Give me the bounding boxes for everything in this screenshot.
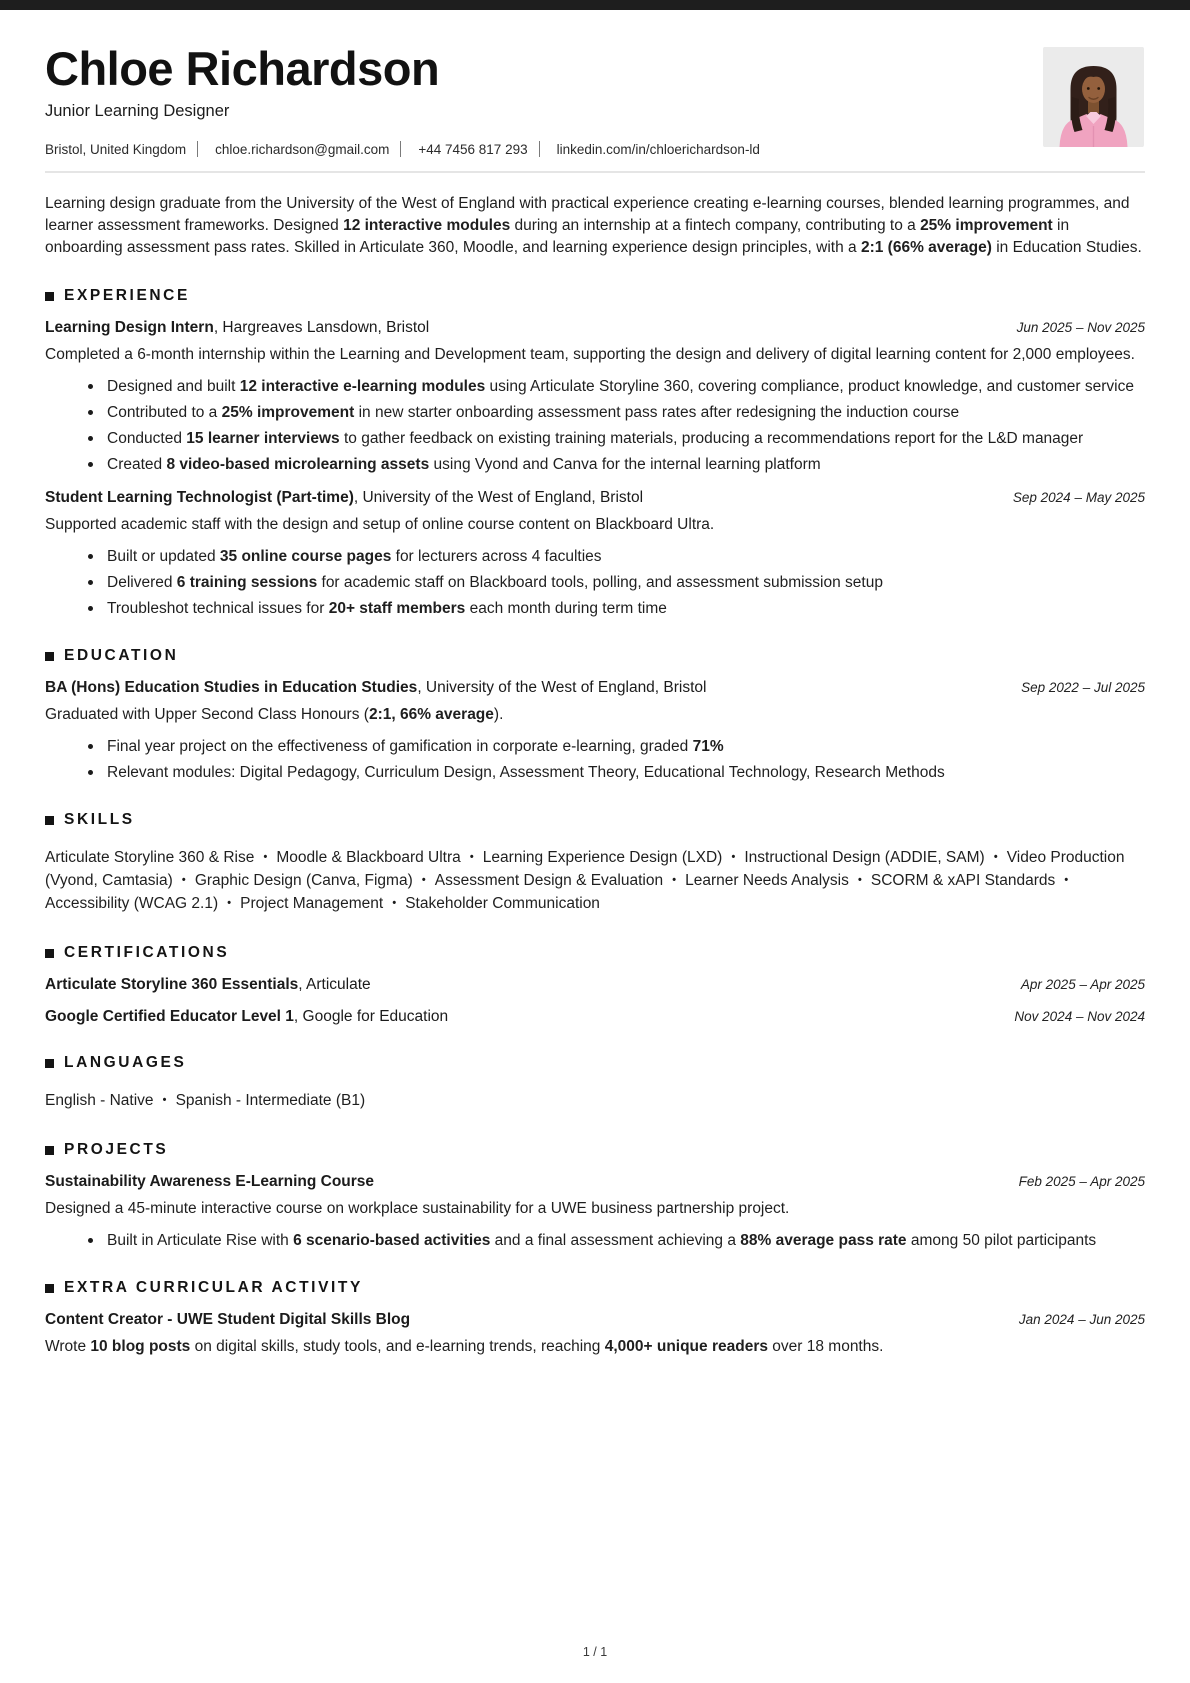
job-dates: Sep 2024 – May 2025 [1012,490,1145,506]
entry-header [45,976,1145,994]
certification-dates: Apr 2025 – Apr 2025 [1020,977,1145,993]
entry-header [45,1311,1145,1329]
section-skills [45,811,1145,916]
job-bullet-list [45,546,1145,619]
activity-title: Content Creator - UWE Student Digital Skills Blog [45,1311,411,1329]
project-bullet-list [45,1230,1145,1251]
section-heading-label: SKILLS [64,811,135,829]
square-bullet-icon [45,816,54,825]
skills-list: Articulate Storyline 360 & Rise • Moodle & Blackboard Ultra • Learning Experience Design (LXD) • Instructional Design (ADDIE, SAM) • Video Production (Vyond, Camtasia) • Graphic Design (Canva, Figma) • Assessment Design & Evaluation • Learner Needs Analysis • SCORM & xAPI Standards •Accessibility (WCAG 2.1) • Project Management • Stakeholder Communication [45,849,1125,913]
entry-header [45,1008,1145,1026]
section-languages [45,1054,1145,1113]
job-title: Learning Design Intern, Hargreaves Lansdown, Bristol [45,319,430,337]
bullet-item: Conducted 15 learner interviews to gather feedback on existing training materials, producing a recommendations report for the L&D manager [107,428,1145,449]
page-number: 1 / 1 [582,1645,608,1659]
section-heading-languages [45,1054,1145,1072]
headshot-illustration [1043,47,1144,147]
square-bullet-icon [45,949,54,958]
project-dates: Feb 2025 – Apr 2025 [1018,1174,1145,1190]
section-extra-curricular [45,1279,1145,1358]
contact-linkedin[interactable]: linkedin.com/in/chloerichardson-ld [556,141,760,157]
section-experience [45,287,1145,619]
education-dates: Sep 2022 – Jul 2025 [1021,680,1145,696]
section-heading-label: LANGUAGES [64,1054,187,1072]
education-description: Graduated with Upper Second Class Honours (2:1, 66% average). [45,706,504,724]
job-dates: Jun 2025 – Nov 2025 [1016,320,1145,336]
bullet-item: Built or updated 35 online course pages for lecturers across 4 faculties [107,546,1145,567]
contact-location: Bristol, United Kingdom [45,141,187,157]
square-bullet-icon [45,1284,54,1293]
square-bullet-icon [45,1059,54,1068]
bullet-item: Final year project on the effectiveness of gamification in corporate e-learning, graded 71% [107,736,1145,757]
contact-row [45,141,1145,157]
square-bullet-icon [45,1146,54,1155]
section-heading-label: EXTRA CURRICULAR ACTIVITY [64,1279,363,1297]
activity-description: Wrote 10 blog posts on digital skills, study tools, and e-learning trends, reaching 4,000+ unique readers over 18 months. [45,1338,884,1356]
job-description: Completed a 6-month internship within the Learning and Development team, supporting the design and delivery of digital learning content for 2,000 employees. [45,346,1135,364]
certification-entry [45,1008,1145,1026]
header-divider [45,171,1145,173]
extra-curricular-entry [45,1311,1145,1358]
contact-separator [197,141,198,157]
candidate-name: Chloe Richardson [45,42,440,95]
entry-header [45,679,1145,697]
section-heading-certifications [45,944,1145,962]
section-education [45,647,1145,783]
job-description: Supported academic staff with the design and setup of online course content on Blackboard Ultra. [45,516,715,534]
contact-separator [400,141,401,157]
profile-photo [1043,47,1144,147]
summary-paragraph: Learning design graduate from the University of the West of England with practical experience creating e-learning courses, blended learning programmes, and learner assessment frameworks. Designed 12 interactive modules during an internship at a fintech company, contributing to a 25% improvement in onboarding assessment pass rates. Skilled in Articulate 360, Moodle, and learning experience design principles, with a 2:1 (66% average) in Education Studies. [45,195,1142,257]
bullet-item: Created 8 video-based microlearning assets using Vyond and Canva for the internal learning platform [107,454,1145,475]
certification-entry [45,976,1145,994]
project-description: Designed a 45-minute interactive course on workplace sustainability for a UWE business partnership project. [45,1200,790,1218]
bullet-item: Contributed to a 25% improvement in new starter onboarding assessment pass rates after redesigning the induction course [107,402,1145,423]
certification-title: Google Certified Educator Level 1, Google for Education [45,1008,449,1026]
degree-title: BA (Hons) Education Studies in Education Studies, University of the West of England, Bristol [45,679,707,697]
entry-header [45,1173,1145,1191]
section-heading-extra-curricular [45,1279,1145,1297]
bullet-item: Delivered 6 training sessions for academic staff on Blackboard tools, polling, and assessment submission setup [107,572,1145,593]
section-heading-label: PROJECTS [64,1141,169,1159]
section-heading-projects [45,1141,1145,1159]
entry-header [45,489,1145,507]
project-title: Sustainability Awareness E-Learning Course [45,1173,375,1191]
bullet-item: Troubleshot technical issues for 20+ staff members each month during term time [107,598,1145,619]
certification-title: Articulate Storyline 360 Essentials, Articulate [45,976,371,994]
activity-dates: Jan 2024 – Jun 2025 [1018,1312,1145,1328]
top-accent-bar [0,0,1190,10]
candidate-job-title: Junior Learning Designer [45,102,230,121]
project-entry [45,1173,1145,1251]
contact-phone[interactable]: +44 7456 817 293 [418,141,528,157]
section-heading-label: CERTIFICATIONS [64,944,230,962]
experience-entry [45,489,1145,619]
bullet-item: Designed and built 12 interactive e-learning modules using Articulate Storyline 360, covering compliance, product knowledge, and customer service [107,376,1145,397]
section-heading-label: EXPERIENCE [64,287,190,305]
square-bullet-icon [45,292,54,301]
section-heading-skills [45,811,1145,829]
section-heading-education [45,647,1145,665]
section-heading-label: EDUCATION [64,647,179,665]
contact-email[interactable]: chloe.richardson@gmail.com [215,141,390,157]
section-heading-experience [45,287,1145,305]
bullet-item: Relevant modules: Digital Pedagogy, Curriculum Design, Assessment Theory, Educational Technology, Research Methods [107,762,1145,783]
section-projects [45,1141,1145,1251]
square-bullet-icon [45,652,54,661]
languages-list: English - Native • Spanish - Intermediate (B1) [45,1092,366,1110]
job-bullet-list [45,376,1145,475]
job-title: Student Learning Technologist (Part-time), University of the West of England, Bristol [45,489,644,507]
bullet-item: Built in Articulate Rise with 6 scenario-based activities and a final assessment achieving a 88% average pass rate among 50 pilot participants [107,1230,1145,1251]
certification-dates: Nov 2024 – Nov 2024 [1014,1009,1145,1025]
entry-header [45,319,1145,337]
experience-entry [45,319,1145,475]
education-entry [45,679,1145,783]
education-bullet-list [45,736,1145,783]
section-certifications [45,944,1145,1026]
contact-separator [539,141,540,157]
